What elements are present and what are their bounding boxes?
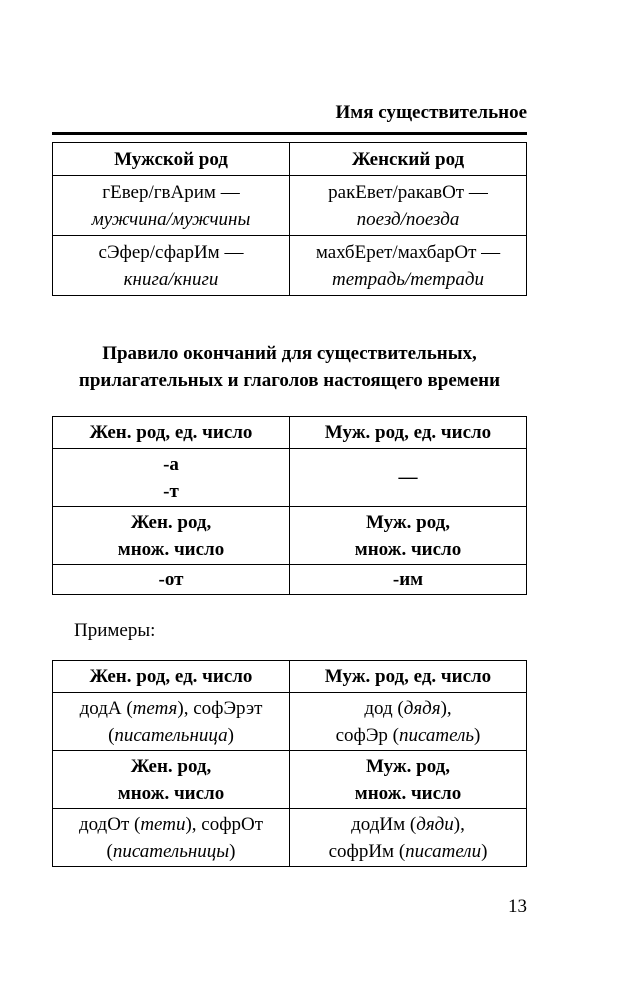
- gender-table: [52, 142, 527, 296]
- hebrew-word: дод: [364, 697, 393, 719]
- translation: тети: [140, 813, 186, 835]
- page-number: 13: [508, 896, 527, 917]
- header-masculine: Мужской род: [53, 143, 290, 176]
- hebrew-word: додА: [79, 697, 122, 719]
- ending: -т: [163, 480, 179, 502]
- translation: писательница: [114, 724, 228, 746]
- example-line: (писательницы): [106, 840, 236, 862]
- fem-singular-endings: [53, 449, 290, 507]
- hebrew-word: гЕвер/гвАрим —: [102, 181, 240, 203]
- section-title-line: Правило окончаний для существительных,: [102, 343, 477, 364]
- translation: тетя: [132, 697, 178, 719]
- hebrew-word: софЭр: [335, 724, 388, 746]
- header-fem-plural: [53, 507, 290, 565]
- translation: тетрадь/тетради: [332, 268, 484, 290]
- hebrew-word: софрИм: [328, 840, 395, 862]
- header-fem-singular: Жен. род, ед. число: [53, 661, 290, 693]
- table-cell: [53, 809, 290, 867]
- header-line: множ. число: [354, 538, 462, 560]
- header-line: Муж. род,: [365, 511, 451, 533]
- fem-plural-ending: -от: [53, 565, 290, 595]
- translation: книга/книги: [123, 268, 219, 290]
- header-masc-plural: [290, 751, 527, 809]
- section-title-line: прилагательных и глаголов настоящего времени: [78, 370, 501, 391]
- example-line: (писательница): [108, 724, 234, 746]
- endings-table: [52, 416, 527, 595]
- hebrew-word: софрОт: [201, 813, 264, 835]
- translation: писательницы: [112, 840, 230, 862]
- translation: поезд/поезда: [356, 208, 460, 230]
- hebrew-word: ракЕвет/ракавОт —: [328, 181, 488, 203]
- header-line: Жен. род,: [130, 755, 212, 777]
- header-fem-plural: [53, 751, 290, 809]
- table-cell: [53, 236, 290, 296]
- table-cell: [290, 809, 527, 867]
- table-row: [53, 176, 527, 236]
- table-row: [53, 809, 527, 867]
- example-line: додОт (тети), софрОт: [78, 813, 264, 835]
- page-header: [52, 98, 527, 135]
- header-line: Жен. род,: [130, 511, 212, 533]
- table-row: [53, 565, 527, 595]
- hebrew-word: сЭфер/сфарИм —: [98, 241, 244, 263]
- ending: -а: [163, 453, 179, 475]
- table-row: [53, 693, 527, 751]
- example-line: додИм (дяди),: [351, 813, 465, 835]
- header-masc-singular: Муж. род, ед. число: [290, 417, 527, 449]
- translation: мужчина/мужчины: [91, 208, 251, 230]
- example-line: додА (тетя), софЭрэт: [79, 697, 263, 719]
- header-feminine: Женский род: [290, 143, 527, 176]
- section-title: [52, 340, 527, 394]
- hebrew-word: софЭрэт: [193, 697, 263, 719]
- hebrew-word: додОт: [78, 813, 130, 835]
- table-cell: [53, 176, 290, 236]
- example-line: софЭр (писатель): [335, 724, 481, 746]
- table-subheader-row: [53, 507, 527, 565]
- translation: дяди: [416, 813, 454, 835]
- example-line: дод (дядя),: [364, 697, 452, 719]
- header-line: Муж. род,: [365, 755, 451, 777]
- translation: писатель: [398, 724, 475, 746]
- table-cell: [53, 693, 290, 751]
- table-subheader-row: [53, 751, 527, 809]
- hebrew-word: махбЕрет/махбарОт —: [315, 241, 501, 263]
- table-header-row: [53, 661, 527, 693]
- masc-plural-ending: -им: [290, 565, 527, 595]
- table-cell: [290, 176, 527, 236]
- header-line: множ. число: [117, 538, 225, 560]
- translation: дядя: [403, 697, 441, 719]
- examples-label: Примеры:: [74, 620, 156, 641]
- example-line: софрИм (писатели): [328, 840, 488, 862]
- table-cell: [290, 693, 527, 751]
- header-line: множ. число: [117, 782, 225, 804]
- table-cell: [290, 236, 527, 296]
- translation: писатели: [405, 840, 482, 862]
- table-row: [53, 236, 527, 296]
- table-row: [53, 449, 527, 507]
- examples-table: [52, 660, 527, 867]
- header-line: множ. число: [354, 782, 462, 804]
- header-fem-singular: Жен. род, ед. число: [53, 417, 290, 449]
- running-head: Имя существительное: [335, 102, 527, 123]
- hebrew-word: додИм: [351, 813, 406, 835]
- header-masc-plural: [290, 507, 527, 565]
- masc-singular-ending: —: [290, 449, 527, 507]
- table-header-row: [53, 417, 527, 449]
- header-masc-singular: Муж. род, ед. число: [290, 661, 527, 693]
- table-header-row: [53, 143, 527, 176]
